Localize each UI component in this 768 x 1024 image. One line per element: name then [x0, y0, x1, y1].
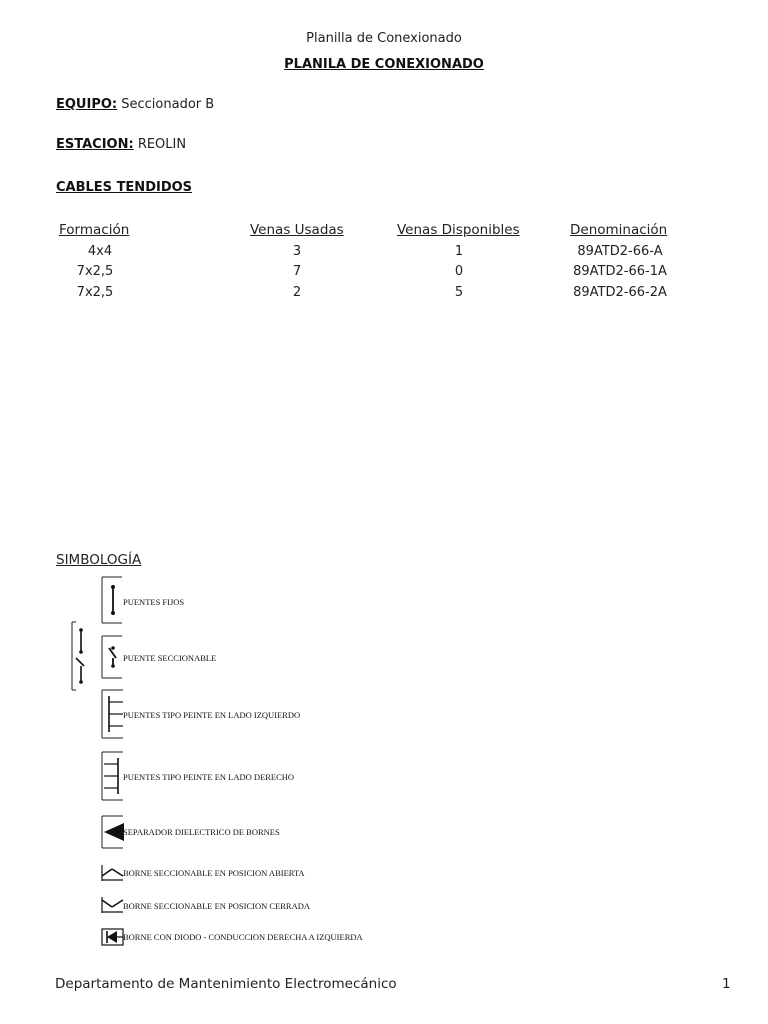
page-number: 1: [722, 976, 731, 992]
footer-department: Departamento de Mantenimiento Electromecánico: [55, 976, 397, 992]
table-cell: 4x4: [87, 244, 113, 259]
table-cell: 0: [454, 264, 464, 279]
comb-bridge-left-icon: [101, 688, 125, 740]
page-title: PLANILA DE CONEXIONADO: [284, 57, 484, 72]
table-cell: 3: [292, 244, 302, 259]
symbol-label: BORNE SECCIONABLE EN POSICION ABIERTA: [123, 868, 305, 878]
cables-heading: CABLES TENDIDOS: [56, 180, 193, 195]
table-cell: 2: [292, 285, 302, 300]
diode-terminal-icon: [101, 928, 125, 946]
estacion-field: [56, 137, 186, 152]
table-cell: 5: [454, 285, 464, 300]
estacion-label: ESTACION:: [56, 137, 134, 152]
simbologia-heading: SIMBOLOGÍA: [56, 552, 142, 568]
table-cell: 7: [292, 264, 302, 279]
col-header-venas-usadas: Venas Usadas: [250, 222, 344, 238]
symbol-label: PUENTES FIJOS: [123, 597, 185, 607]
terminal-open-icon: [101, 864, 125, 882]
symbol-label: PUENTE SECCIONABLE: [123, 653, 217, 663]
dielectric-separator-icon: [101, 814, 125, 850]
terminal-closed-icon: [101, 896, 125, 914]
table-cell: 7x2,5: [76, 285, 114, 300]
col-header-formacion: Formación: [59, 222, 130, 238]
equipo-label: EQUIPO:: [56, 97, 118, 112]
col-header-denominacion: Denominación: [570, 222, 668, 238]
symbol-label: PUENTES TIPO PEINTE EN LADO IZQUIERDO: [123, 710, 301, 720]
fixed-bridge-icon: [101, 575, 123, 625]
running-header: Planilla de Conexionado: [306, 31, 462, 46]
sectionable-bridge-box-icon: [70, 620, 100, 692]
table-cell: 7x2,5: [76, 264, 114, 279]
table-cell: 89ATD2-66-A: [577, 244, 663, 259]
sectionable-bridge-icon: [101, 634, 123, 680]
col-header-venas-disponibles: Venas Disponibles: [397, 222, 520, 238]
table-cell: 1: [454, 244, 464, 259]
symbol-label: SEPARADOR DIELECTRICO DE BORNES: [123, 827, 280, 837]
table-cell: 89ATD2-66-1A: [573, 264, 667, 279]
estacion-value: REOLIN: [137, 137, 187, 152]
symbol-label: PUENTES TIPO PEINTE EN LADO DERECHO: [123, 772, 295, 782]
symbol-label: BORNE SECCIONABLE EN POSICION CERRADA: [123, 901, 311, 911]
equipo-field: [56, 97, 214, 112]
table-cell: 89ATD2-66-2A: [573, 285, 667, 300]
equipo-value: Seccionador B: [121, 97, 215, 112]
symbol-label: BORNE CON DIODO - CONDUCCION DERECHA A IZQUIERDA: [123, 932, 363, 942]
comb-bridge-right-icon: [101, 750, 125, 802]
